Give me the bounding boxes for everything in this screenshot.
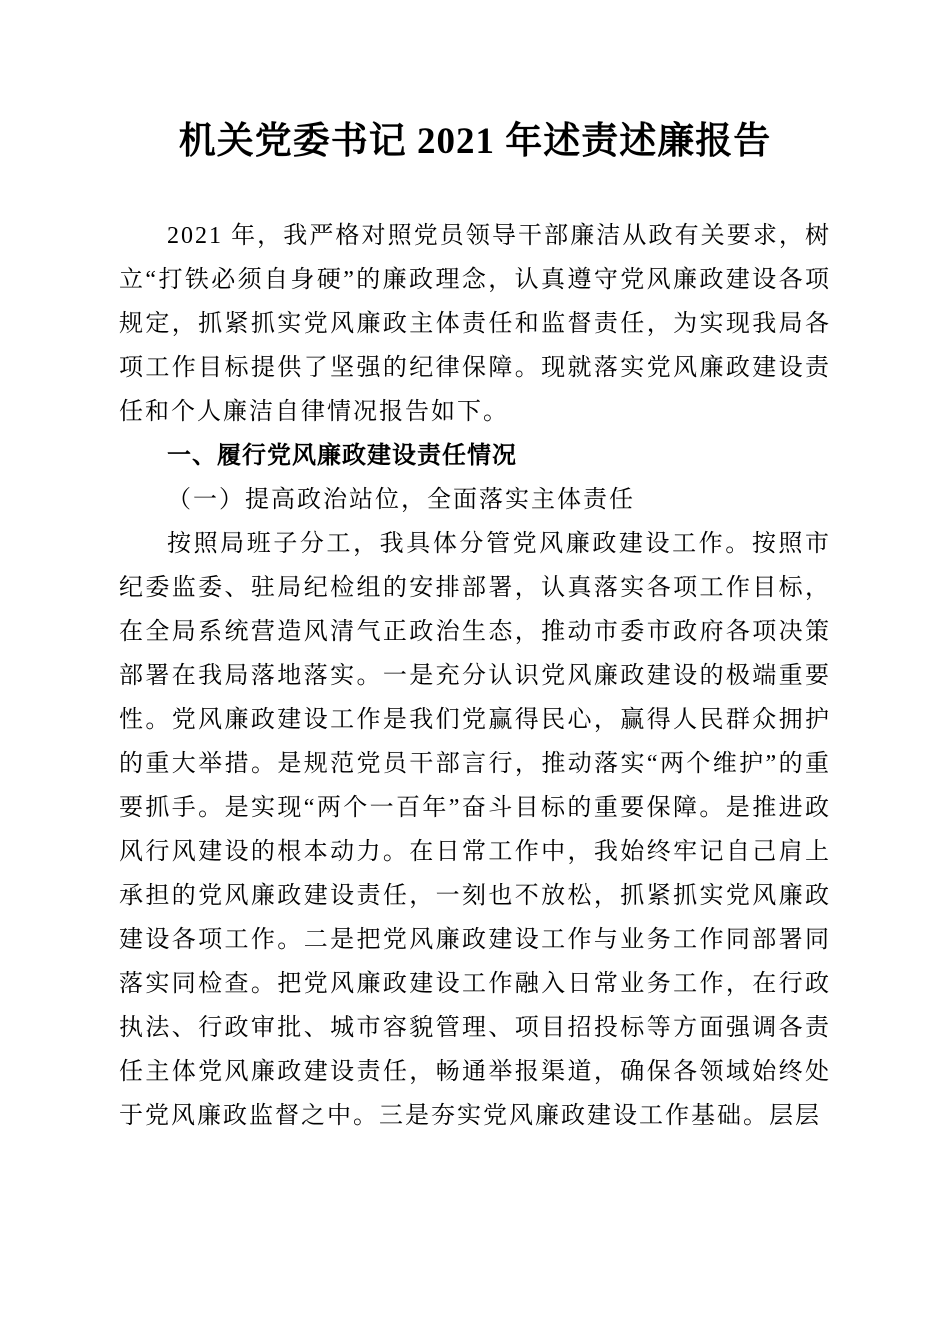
document-title: 机关党委书记 2021 年述责述廉报告 bbox=[178, 121, 772, 162]
subsection-1-1-body: 按照局班子分工，我具体分管党风廉政建设工作。按照市纪委监委、驻局纪检组的安排部署，认真落实各项工作目标，在全局系统营造风清气正政治生态，推动市委市政府各项决策部署在我局落地落实。一是充分认识党风廉政建设的极端重要性。党风廉政建设工作是我们党赢得民心，赢得人民群众拥护的重大举措。是规范党员干部言行，推动落实“两个维护”的重要抓手。是实现“两个一百年”奋斗目标的重要保障。是推进政风行风建设的根本动力。在日常工作中，我始终牢记自己肩上承担的党风廉政建设责任，一刻也不放松，抓紧抓实党风廉政建设各项工作。二是把党风廉政建设工作与业务工作同部署同落实同检查。把党风廉政建设工作融入日常业务工作，在行政执法、行政审批、城市容貌管理、项目招投标等方面强调各责任主体党风廉政建设责任，畅通举报渠道，确保各领域始终处于党风廉政监督之中。三是夯实党风廉政建设工作基础。层层 bbox=[119, 531, 831, 1130]
intro-paragraph: 2021 年，我严格对照党员领导干部廉洁从政有关要求，树立“打铁必须自身硬”的廉政理念，认真遵守党风廉政建设各项规定，抓紧抓实党风廉政主体责任和监督责任，为实现我局各项工作目标提供了坚强的纪律保障。现就落实党风廉政建设责任和个人廉洁自律情况报告如下。 bbox=[119, 223, 831, 426]
subsection-1-1-heading: （一）提高政治站位，全面落实主体责任 bbox=[167, 487, 635, 514]
section-1-heading: 一、履行党风廉政建设责任情况 bbox=[167, 442, 517, 470]
